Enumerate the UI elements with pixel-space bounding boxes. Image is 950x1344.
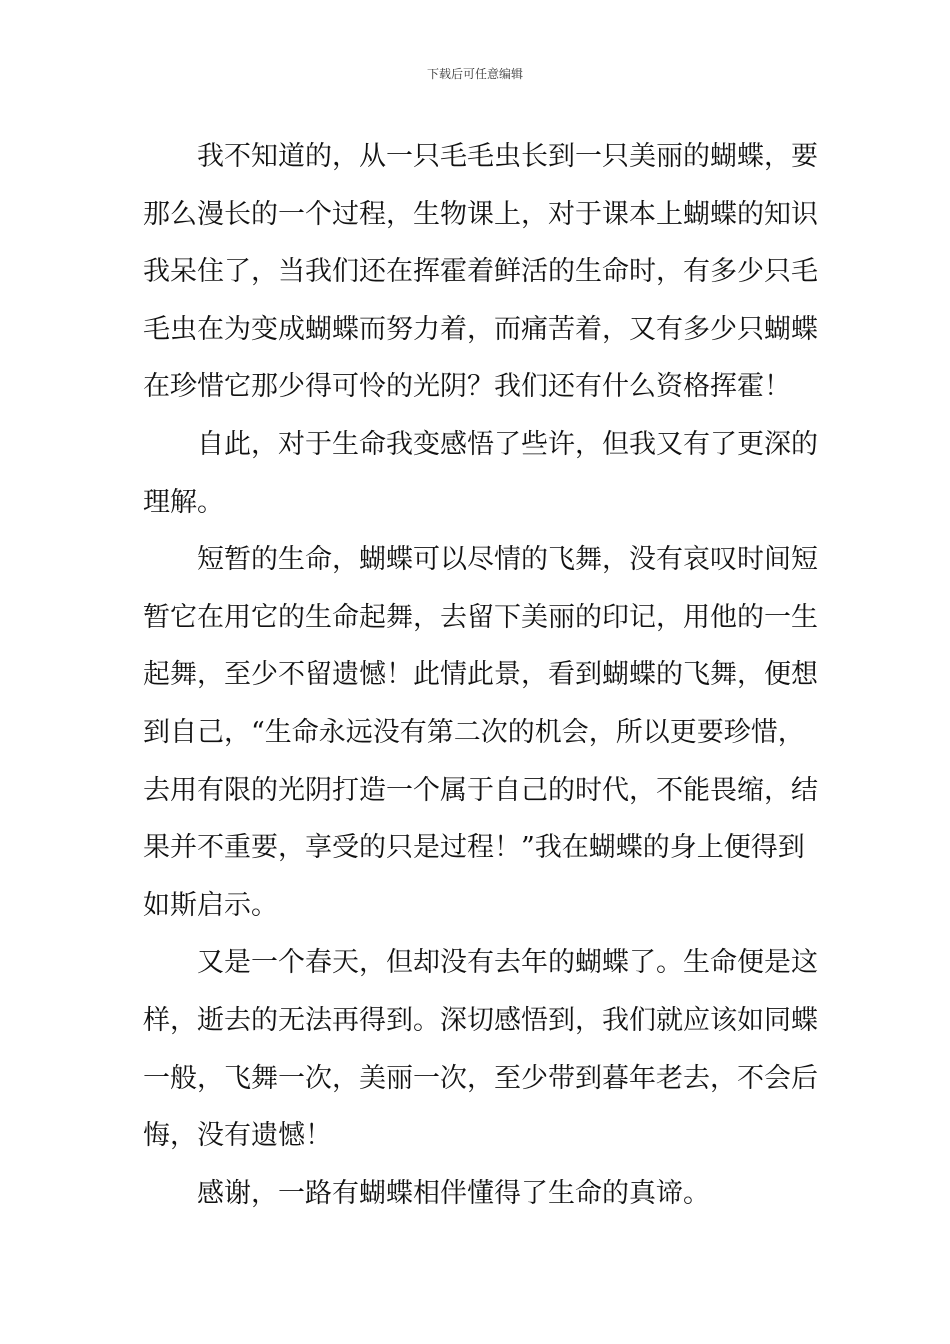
paragraph-line: 如斯启示。 xyxy=(143,889,278,921)
paragraph-3 xyxy=(143,531,818,934)
document-body xyxy=(143,128,818,1222)
paragraph-line: 又是一个春天，但却没有去年的蝴蝶了。生命便是这 xyxy=(197,947,818,979)
paragraph-1 xyxy=(143,128,818,416)
paragraph-line: 在珍惜它那少得可怜的光阴？我们还有什么资格挥霍！ xyxy=(143,371,791,403)
paragraph-5 xyxy=(143,1165,809,1223)
paragraph-line: 到自己，“生命永远没有第二次的机会，所以更要珍惜， xyxy=(143,716,805,748)
paragraph-line: 样，逝去的无法再得到。深切感悟到，我们就应该如同蝶 xyxy=(143,1004,818,1036)
paragraph-line: 一般，飞舞一次，美丽一次，至少带到暮年老去，不会后 xyxy=(143,1062,818,1094)
paragraph-line: 短暂的生命，蝴蝶可以尽情的飞舞，没有哀叹时间短 xyxy=(197,544,818,576)
paragraph-line: 暂它在用它的生命起舞，去留下美丽的印记，用他的一生 xyxy=(143,601,818,633)
paragraph-line: 自此，对于生命我变感悟了些许，但我又有了更深的 xyxy=(197,428,818,460)
paragraph-line: 悔，没有遗憾！ xyxy=(143,1120,332,1152)
paragraph-line: 果并不重要，享受的只是过程！”我在蝴蝶的身上便得到 xyxy=(143,832,805,864)
paragraph-2 xyxy=(143,416,818,531)
paragraph-line: 感谢，一路有蝴蝶相伴懂得了生命的真谛。 xyxy=(197,1177,710,1209)
paragraph-line: 那么漫长的一个过程，生物课上，对于课本上蝴蝶的知识 xyxy=(143,198,818,230)
paragraph-4 xyxy=(143,934,818,1164)
paragraph-line: 毛虫在为变成蝴蝶而努力着，而痛苦着，又有多少只蝴蝶 xyxy=(143,313,818,345)
paragraph-line: 去用有限的光阴打造一个属于自己的时代，不能畏缩，结 xyxy=(143,774,818,806)
paragraph-line: 我呆住了，当我们还在挥霍着鲜活的生命时，有多少只毛 xyxy=(143,256,818,288)
page-header-note: 下载后可任意编辑 xyxy=(426,67,523,81)
paragraph-line: 起舞，至少不留遗憾！此情此景，看到蝴蝶的飞舞，便想 xyxy=(143,659,818,691)
paragraph-line: 我不知道的，从一只毛毛虫长到一只美丽的蝴蝶，要 xyxy=(197,141,818,172)
paragraph-line: 理解。 xyxy=(143,486,224,518)
